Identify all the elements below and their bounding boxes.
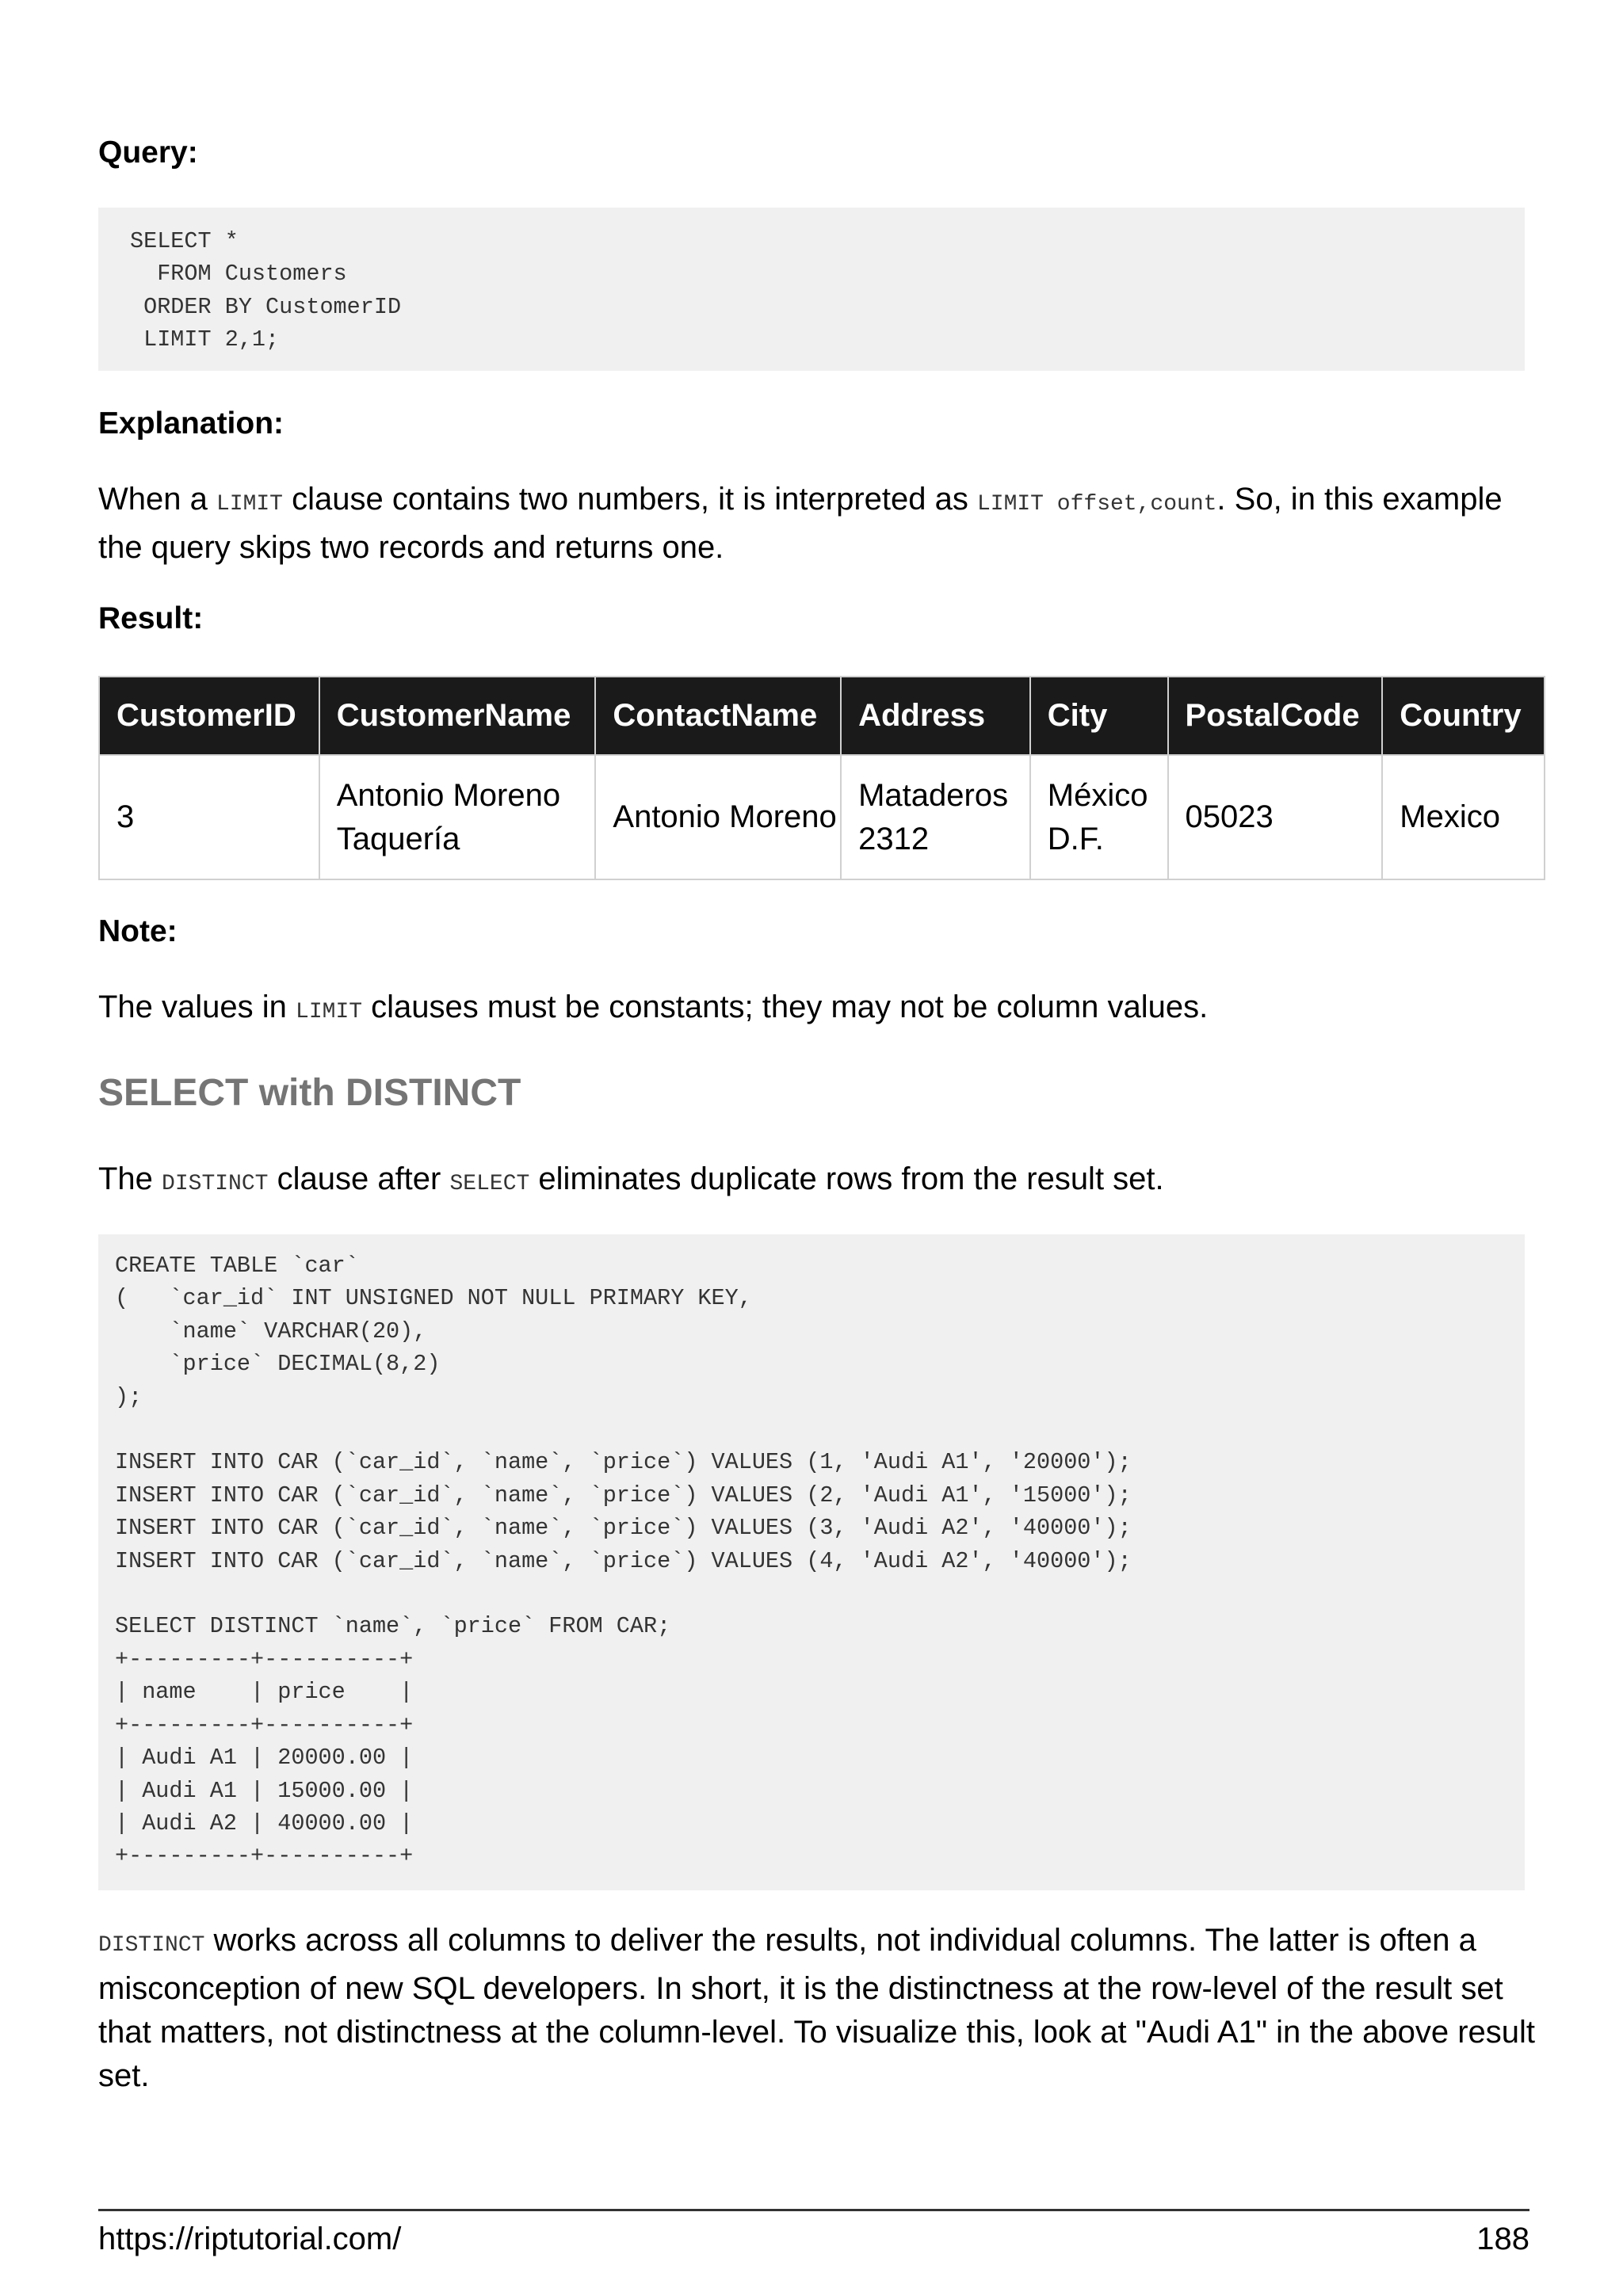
column-header-postalcode: PostalCode <box>1168 677 1383 755</box>
table-row <box>99 755 1545 879</box>
cell-customername: Antonio Moreno Taquería <box>319 755 596 879</box>
explanation-label: Explanation: <box>98 406 285 441</box>
cell-country: Mexico <box>1382 755 1545 879</box>
explanation-paragraph: When a LIMIT clause contains two numbers, it is interpreted as LIMIT offset,count. So, in this example the query skips two records and returns one. <box>98 482 1503 565</box>
inline-code-limit: LIMIT <box>216 492 283 517</box>
distinct-intro-paragraph: The DISTINCT clause after SELECT eliminates duplicate rows from the result set. <box>98 1161 1164 1196</box>
query-label: Query: <box>98 135 198 170</box>
distinct-code-block: CREATE TABLE `car` ( `car_id` INT UNSIGNED NOT NULL PRIMARY KEY, `name` VARCHAR(20), `price` DECIMAL(8,2) ); INSERT INTO CAR (`car_id`, `name`, `price`) VALUES (1, 'Audi A1', '20000'); INSERT INTO CAR (`car_id`, `name`, `price`) VALUES (2, 'Audi A1', '15000'); INSERT INTO CAR (`car_id`, `name`, `price`) VALUES (3, 'Audi A2', '40000'); INSERT INTO CAR (`car_id`, `name`, `price`) VALUES (4, 'Audi A2', '40000'); SELECT DISTINCT `name`, `price` FROM CAR; +---------+----------+ | name | price | +---------+----------+ | Audi A1 | 20000.00 | | Audi A1 | 15000.00 | | Audi A2 | 40000.00 | +---------+----------+ <box>98 1234 1525 1890</box>
page-number: 188 <box>1476 2222 1529 2256</box>
result-table-header-row <box>99 677 1545 755</box>
column-header-address: Address <box>841 677 1030 755</box>
inline-code-distinct: DISTINCT <box>162 1172 269 1196</box>
cell-city: México D.F. <box>1030 755 1168 879</box>
section-title: SELECT with DISTINCT <box>98 1072 521 1114</box>
inline-code-limit-offset-count: LIMIT offset,count <box>976 492 1217 517</box>
cell-contactname: Antonio Moreno <box>595 755 841 879</box>
distinct-explanation-paragraph: DISTINCT works across all columns to deliver the results, not individual columns. The latter is often a misconception of new SQL developers. In short, it is the distinctness at the row-level of the result set that matters, not distinctness at the column-level. To visualize this, look at "Audi A1" in the above result set. <box>98 1923 1536 2093</box>
footer-divider <box>98 2209 1529 2211</box>
inline-code-select: SELECT <box>449 1172 530 1196</box>
result-table <box>98 676 1545 880</box>
inline-code-limit: LIMIT <box>296 1000 363 1024</box>
cell-customerid: 3 <box>99 755 319 879</box>
cell-address: Mataderos 2312 <box>841 755 1030 879</box>
inline-code-distinct: DISTINCT <box>98 1933 205 1958</box>
query-code-block: SELECT * FROM Customers ORDER BY CustomerID LIMIT 2,1; <box>98 208 1525 371</box>
cell-postalcode: 05023 <box>1168 755 1383 879</box>
column-header-contactname: ContactName <box>595 677 841 755</box>
result-label: Result: <box>98 601 204 635</box>
column-header-city: City <box>1030 677 1168 755</box>
note-label: Note: <box>98 914 178 948</box>
footer-url: https://riptutorial.com/ <box>98 2222 402 2256</box>
column-header-customername: CustomerName <box>319 677 596 755</box>
column-header-customerid: CustomerID <box>99 677 319 755</box>
note-paragraph: The values in LIMIT clauses must be constants; they may not be column values. <box>98 990 1209 1024</box>
column-header-country: Country <box>1382 677 1545 755</box>
